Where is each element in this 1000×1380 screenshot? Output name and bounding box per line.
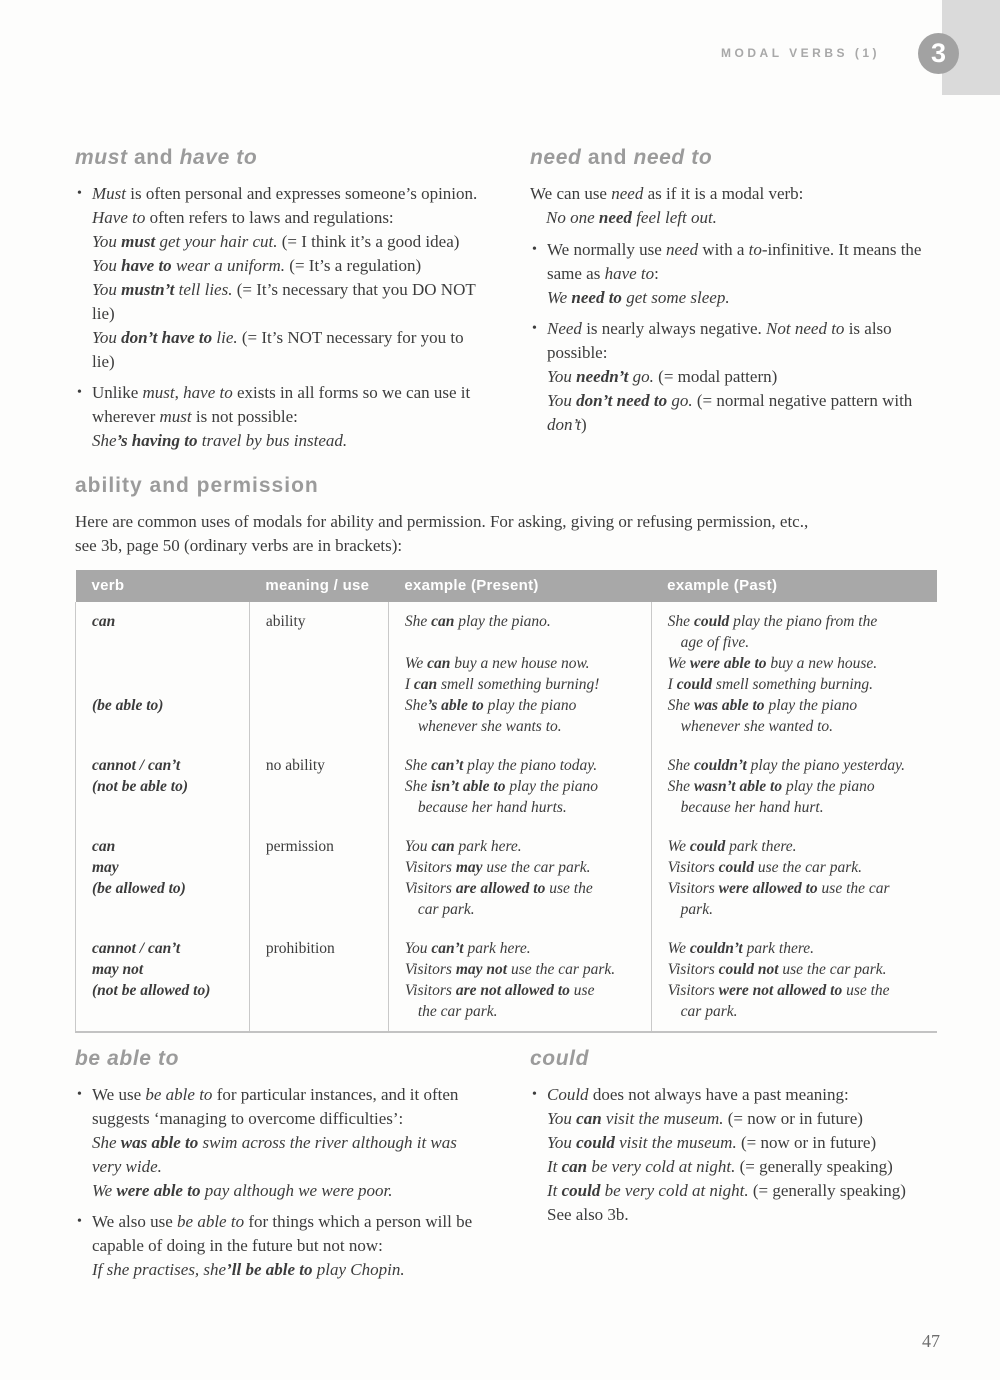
table-row (76, 929, 938, 1032)
table-cell-meaning: prohibition (249, 929, 388, 1032)
table-cell-meaning: no ability (249, 746, 388, 827)
be-able-to-bullet-list (75, 1083, 480, 1282)
modal-verbs-table (75, 570, 937, 1033)
bullet-item: • Need is nearly always negative. Not need to is also possible: You needn’t go. (= modal pattern) You don’t need to go. (= normal negative pattern with don’t) (530, 317, 935, 437)
column-header-example-present: example (Present) (388, 570, 651, 602)
table-cell-present: She can play the piano. We can buy a new house now. I can smell something burning! She’s able to play the piano whenever she wants to. (388, 602, 651, 746)
table-cell-verb: can may (be allowed to) (76, 827, 250, 929)
bullet-item: • We normally use need with a to-infinitive. It means the same as have to: We need to get some sleep. (530, 238, 935, 310)
table-row (76, 602, 938, 746)
table-row (76, 827, 938, 929)
bottom-columns (75, 1047, 935, 1289)
column-header-meaning-use: meaning / use (249, 570, 388, 602)
table-cell-meaning: ability (249, 602, 388, 746)
table-row (76, 746, 938, 827)
running-head: MODAL VERBS (1) (721, 46, 880, 60)
bullet-item: • We also use be able to for things which a person will be capable of doing in the future but not now: If she practises, she’ll be able to play Chopin. (75, 1210, 480, 1282)
table-cell-past: We could park there. Visitors could use the car park. Visitors were allowed to use the car park. (651, 827, 937, 929)
section-ability-and-permission (75, 474, 935, 1033)
ability-intro-paragraph: Here are common uses of modals for ability and permission. For asking, giving or refusing permission, etc., see 3b, page 50 (ordinary verbs are in brackets): (75, 512, 809, 555)
page-number: 47 (922, 1331, 940, 1351)
bullet-item: • Could does not always have a past meaning: You can visit the museum. (= now or in future) You could visit the museum. (= now or in future) It can be very cold at night. (= generally speaking) It could be very cold at night. (= generally speaking) See also 3b. (530, 1083, 935, 1227)
section-need-and-need-to (530, 146, 935, 460)
section-title-ability-and-permission: ability and permission (75, 474, 319, 497)
top-columns (75, 146, 935, 460)
modal-table-body (76, 602, 938, 1032)
unit-number-badge: 3 (918, 33, 959, 74)
section-title-need-and-need-to: need and need to (530, 146, 713, 169)
table-cell-verb: cannot / can’t may not (not be allowed to) (76, 929, 250, 1032)
table-cell-verb: can (be able to) (76, 602, 250, 746)
table-cell-past: We couldn’t park there. Visitors could not use the car park. Visitors were not allowed to use the car park. (651, 929, 937, 1032)
bullet-item: • Unlike must, have to exists in all forms so we can use it wherever must is not possible: She’s having to travel by bus instead. (75, 381, 480, 453)
need-intro-paragraph: We can use need as if it is a modal verb: No one need feel left out. (530, 184, 804, 227)
section-title-could: could (530, 1047, 589, 1070)
section-title-must-and-have-to: must and have to (75, 146, 258, 169)
table-cell-past: She could play the piano from the age of five. We were able to buy a new house. I could smell something burning. She was able to play the piano whenever she wanted to. (651, 602, 937, 746)
table-cell-past: She couldn’t play the piano yesterday. She wasn’t able to play the piano because her hand hurt. (651, 746, 937, 827)
table-cell-meaning: permission (249, 827, 388, 929)
section-must-and-have-to (75, 146, 480, 460)
table-cell-verb: cannot / can’t (not be able to) (76, 746, 250, 827)
need-bullet-list (530, 238, 935, 437)
must-have-to-bullet-list (75, 182, 480, 453)
column-header-example-past: example (Past) (651, 570, 937, 602)
table-cell-present: She can’t play the piano today. She isn’t able to play the piano because her hand hurts. (388, 746, 651, 827)
bullet-item: • We use be able to for particular instances, and it often suggests ‘managing to overcome difficulties’: She was able to swim across the river although it was very wide. We were able to pay although we were poor. (75, 1083, 480, 1203)
header-row (76, 570, 938, 602)
could-bullet-list (530, 1083, 935, 1227)
table-cell-present: You can’t park here. Visitors may not use the car park. Visitors are not allowed to use the car park. (388, 929, 651, 1032)
modal-table-header (76, 570, 938, 602)
table-cell-present: You can park here. Visitors may use the car park. Visitors are allowed to use the car park. (388, 827, 651, 929)
bullet-item: • Must is often personal and expresses someone’s opinion. Have to often refers to laws and regulations: You must get your hair cut. (= I think it’s a good idea) You have to wear a uniform. (= It’s a regulation) You mustn’t tell lies. (= It’s necessary that you DO NOT lie) You don’t have to lie. (= It’s NOT necessary for you to lie) (75, 182, 480, 374)
section-could (530, 1047, 935, 1289)
section-be-able-to (75, 1047, 480, 1289)
section-title-be-able-to: be able to (75, 1047, 180, 1070)
column-header-verb: verb (76, 570, 250, 602)
